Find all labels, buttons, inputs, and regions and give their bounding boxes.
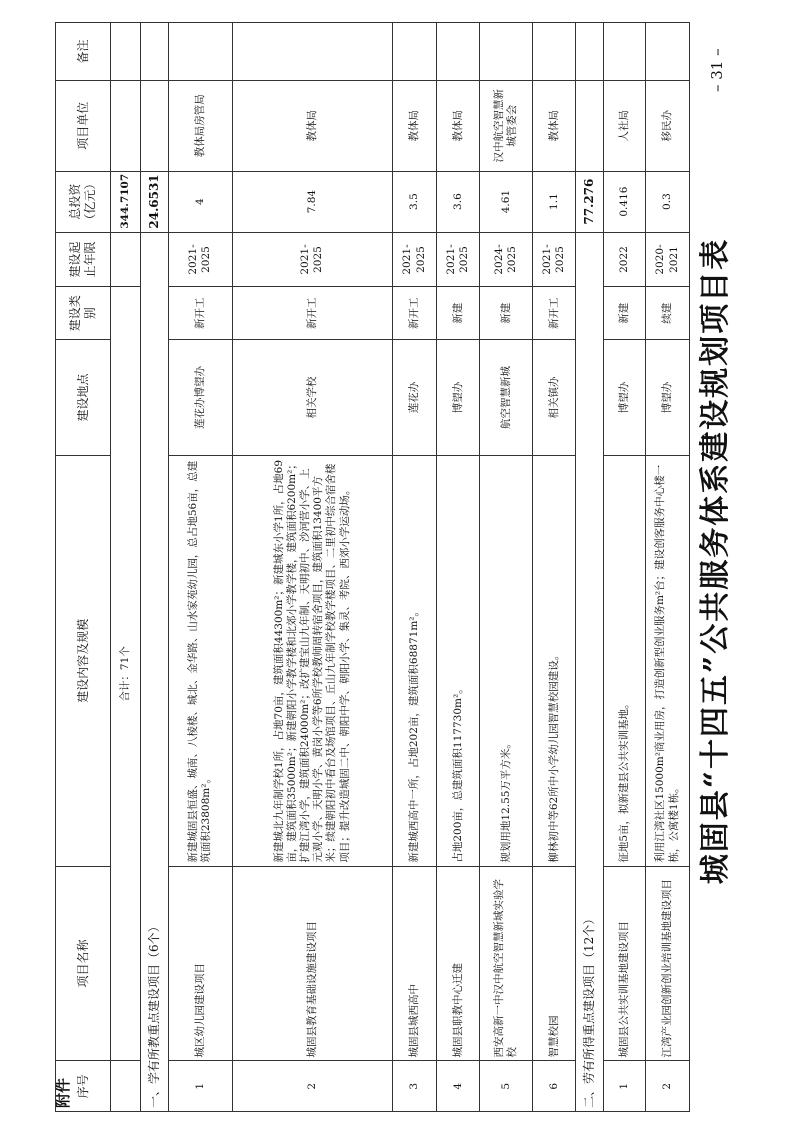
header-investment: 总投资（亿元） — [56, 171, 111, 232]
row-name: 江湾产业园创新创业培训基地建设项目 — [646, 866, 690, 1061]
table-row — [437, 23, 480, 1112]
row-years: 2021-2025 — [533, 232, 576, 287]
table-row — [168, 23, 232, 1112]
row-investment: 0.416 — [603, 171, 646, 232]
row-content: 占地200亩，总建筑面积117730m²。 — [437, 455, 480, 866]
table-row — [603, 23, 646, 1112]
row-location: 博望办 — [646, 340, 690, 456]
row-no: 1 — [168, 1061, 232, 1112]
row-remark — [603, 23, 646, 81]
row-investment: 3.6 — [437, 171, 480, 232]
row-name: 城区幼儿园建设项目 — [168, 866, 232, 1061]
row-type: 新开工 — [232, 287, 392, 340]
section-row — [141, 23, 169, 1112]
header-no: 序号 — [56, 1061, 111, 1112]
section-label: 一、学有所教重点建设项目（6个） — [141, 232, 169, 1111]
row-content: 新建城西高中一所，占地202亩，建筑面积68871m²。 — [392, 455, 437, 866]
row-remark — [437, 23, 480, 81]
row-name: 智慧校园 — [533, 866, 576, 1061]
row-unit: 汉中航空智慧新城管委会 — [480, 80, 533, 171]
row-years: 2020-2021 — [646, 232, 690, 287]
row-name: 城固县职教中心迁建 — [437, 866, 480, 1061]
row-no: 6 — [533, 1061, 576, 1112]
row-years: 2024-2025 — [480, 232, 533, 287]
row-type: 新建 — [437, 287, 480, 340]
row-content: 征地5亩，拟新建县公共实训基地。 — [603, 455, 646, 866]
row-years: 2021-2025 — [437, 232, 480, 287]
row-investment: 3.5 — [392, 171, 437, 232]
row-years: 2022 — [603, 232, 646, 287]
row-content: 新建城北九年制学校1所，占地70亩，建筑面积44300m²；新建城东小学1所，占地69亩，建筑面积35000m²；新建朝阳小学教学楼和北郊小学教学楼，建筑面积6200m²；扩建江湾小学，建筑面积24000m²；改扩建宝山九年制、天明初中、沙河营小学、上元观小学、天明小学、黄岗小学等6所学校教师周转宿舍项目，建筑面积13400平方米；续建朝阳初中看台及场馆项目、丘山九年制学校教学楼项目、二里初中综合宿舍楼项目；提升改造城固二中、朝阳中学、朝阳小学、集灵、考院、西郊小学运动场。 — [232, 455, 392, 866]
section-investment: 77.276 — [575, 171, 603, 232]
row-years: 2021-2025 — [168, 232, 232, 287]
row-unit: 教体局 — [533, 80, 576, 171]
project-table — [55, 22, 690, 1112]
total-investment: 344.7107 — [111, 171, 141, 232]
header-unit: 项目单位 — [56, 80, 111, 171]
header-name: 项目名称 — [56, 866, 111, 1061]
row-unit: 教体局 — [437, 80, 480, 171]
row-content: 规划用地12.55万平方米。 — [480, 455, 533, 866]
row-location: 博望办 — [603, 340, 646, 456]
row-no: 3 — [392, 1061, 437, 1112]
table-row — [480, 23, 533, 1112]
row-investment: 0.3 — [646, 171, 690, 232]
header-type: 建设类别 — [56, 287, 111, 340]
row-unit: 移民办 — [646, 80, 690, 171]
table-row — [646, 23, 690, 1112]
total-row — [111, 23, 141, 1112]
row-name: 城固县公共实训基地建设项目 — [603, 866, 646, 1061]
row-investment: 4.61 — [480, 171, 533, 232]
page-title: 城固县“十四五”公共服务体系建设规划项目表 — [698, 237, 733, 885]
row-type: 新开工 — [168, 287, 232, 340]
row-content: 柳林初中等62所中小学幼儿园智慧校园建设。 — [533, 455, 576, 866]
row-location: 博望办 — [437, 340, 480, 456]
row-remark — [480, 23, 533, 81]
total-label: 合计：71个 — [111, 287, 141, 1061]
table-row — [392, 23, 437, 1112]
section-row — [575, 23, 603, 1112]
row-investment: 1.1 — [533, 171, 576, 232]
table-row — [533, 23, 576, 1112]
row-remark — [533, 23, 576, 81]
row-type: 续建 — [646, 287, 690, 340]
row-investment: 4 — [168, 171, 232, 232]
row-investment: 7.84 — [232, 171, 392, 232]
row-remark — [646, 23, 690, 81]
row-no: 2 — [646, 1061, 690, 1112]
attachment-label: 附件 — [54, 1077, 72, 1108]
table-row — [232, 23, 392, 1112]
row-location: 相关学校 — [232, 340, 392, 456]
row-name: 城固县城西高中 — [392, 866, 437, 1061]
row-type: 新建 — [603, 287, 646, 340]
row-unit: 教体局 — [232, 80, 392, 171]
row-remark — [168, 23, 232, 81]
row-location: 航空智慧新城 — [480, 340, 533, 456]
header-years: 建设起止年限 — [56, 232, 111, 287]
row-unit: 教体局房管局 — [168, 80, 232, 171]
row-type: 新开工 — [392, 287, 437, 340]
row-unit: 人社局 — [603, 80, 646, 171]
header-remark: 备注 — [56, 23, 111, 81]
row-content: 利用江湾社区15000m²商业用房，打造创新型创业服务m²台；建设创客服务中心楼一栋，公寓楼1栋。 — [646, 455, 690, 866]
header-content: 建设内容及规模 — [56, 455, 111, 866]
row-no: 5 — [480, 1061, 533, 1112]
header-row — [56, 23, 111, 1112]
row-location: 莲花办博望办 — [168, 340, 232, 456]
section-investment: 24.6531 — [141, 171, 169, 232]
row-type: 新开工 — [533, 287, 576, 340]
row-remark — [232, 23, 392, 81]
row-no: 4 — [437, 1061, 480, 1112]
row-years: 2021-2025 — [232, 232, 392, 287]
page-number: – 31 – — [708, 48, 726, 92]
row-remark — [392, 23, 437, 81]
row-location: 相关镇办 — [533, 340, 576, 456]
row-name: 城固县教育基础设施建设项目 — [232, 866, 392, 1061]
row-no: 2 — [232, 1061, 392, 1112]
row-location: 莲花办 — [392, 340, 437, 456]
row-years: 2021-2025 — [392, 232, 437, 287]
row-unit: 教体局 — [392, 80, 437, 171]
row-name: 西安高新一中汉中航空智慧新城实验学校 — [480, 866, 533, 1061]
row-no: 1 — [603, 1061, 646, 1112]
header-location: 建设地点 — [56, 340, 111, 456]
section-label: 二、劳有所得重点建设项目（12个） — [575, 232, 603, 1111]
row-type: 新建 — [480, 287, 533, 340]
row-content: 新建城固县恒盛、城南、八棱楼、城北、金华路、山水家苑幼儿园，总占地56亩，总建筑面积23808m²。 — [168, 455, 232, 866]
